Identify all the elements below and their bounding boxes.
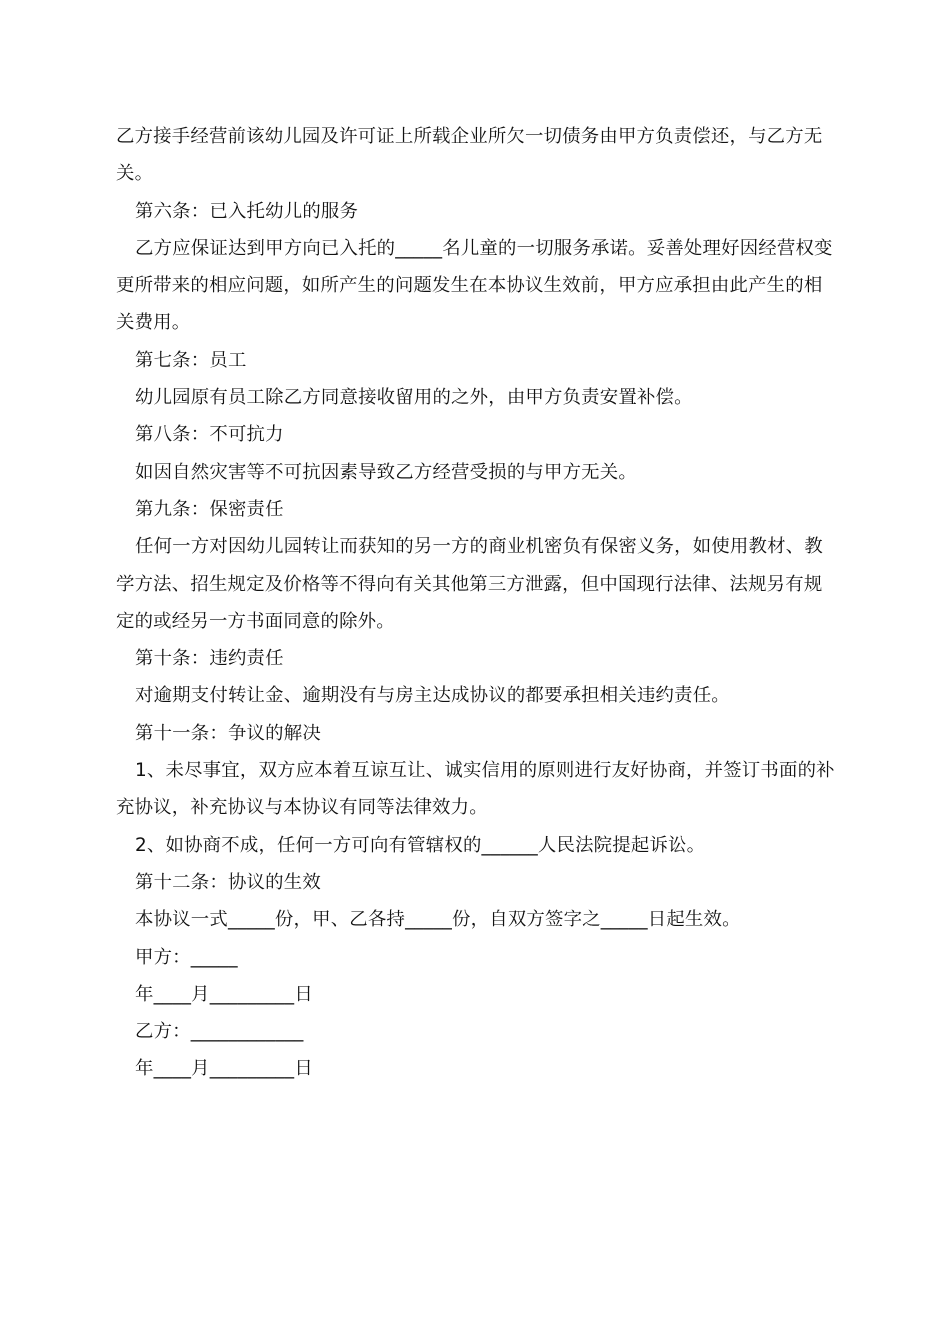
document-body xyxy=(116,118,836,1088)
party-a-date: 年____月_________日 xyxy=(135,983,313,1005)
article-11-item-1: 1、未尽事宜，双方应本着互谅互让、诚实信用的原则进行友好协商，并签订书面的补充协议，补充协议与本协议有同等法律效力。 xyxy=(116,760,835,819)
article-12-body: 本协议一式_____份，甲、乙各持_____份，自双方签字之_____日起生效。 xyxy=(135,909,741,931)
article-9-heading: 第九条：保密责任 xyxy=(135,498,284,520)
article-12-heading: 第十二条：协议的生效 xyxy=(135,871,321,893)
article-8-heading: 第八条：不可抗力 xyxy=(135,424,284,446)
article-7-heading: 第七条：员工 xyxy=(135,349,247,371)
article-11-item-2: 2、如协商不成，任何一方可向有管辖权的______人民法院提起诉讼。 xyxy=(135,834,706,856)
article-11-heading: 第十一条：争议的解决 xyxy=(135,722,321,744)
article-10-body: 对逾期支付转让金、逾期没有与房主达成协议的都要承担相关违约责任。 xyxy=(135,685,730,707)
party-a-signature: 甲方：_____ xyxy=(135,946,238,968)
article-6-body: 乙方应保证达到甲方向已入托的_____名儿童的一切服务承诺。妥善处理好因经营权变更所带来的相应问题，如所产生的问题发生在本协议生效前，甲方应承担由此产生的相关费用。 xyxy=(116,237,833,334)
party-b-signature: 乙方：____________ xyxy=(135,1021,304,1043)
article-9-body: 任何一方对因幼儿园转让而获知的另一方的商业机密负有保密义务，如使用教材、教学方法、招生规定及价格等不得向有关其他第三方泄露，但中国现行法律、法规另有规定的或经另一方书面同意的除外。 xyxy=(116,536,823,632)
article-6-heading: 第六条：已入托幼儿的服务 xyxy=(135,200,359,222)
article-8-body: 如因自然灾害等不可抗因素导致乙方经营受损的与甲方无关。 xyxy=(135,461,637,483)
paragraph-debt-clause: 乙方接手经营前该幼儿园及许可证上所载企业所欠一切债务由甲方负责偿还，与乙方无关。 xyxy=(116,126,823,185)
article-7-body: 幼儿园原有员工除乙方同意接收留用的之外，由甲方负责安置补偿。 xyxy=(135,387,693,409)
party-b-date: 年____月_________日 xyxy=(135,1058,313,1080)
article-10-heading: 第十条：违约责任 xyxy=(135,648,284,670)
